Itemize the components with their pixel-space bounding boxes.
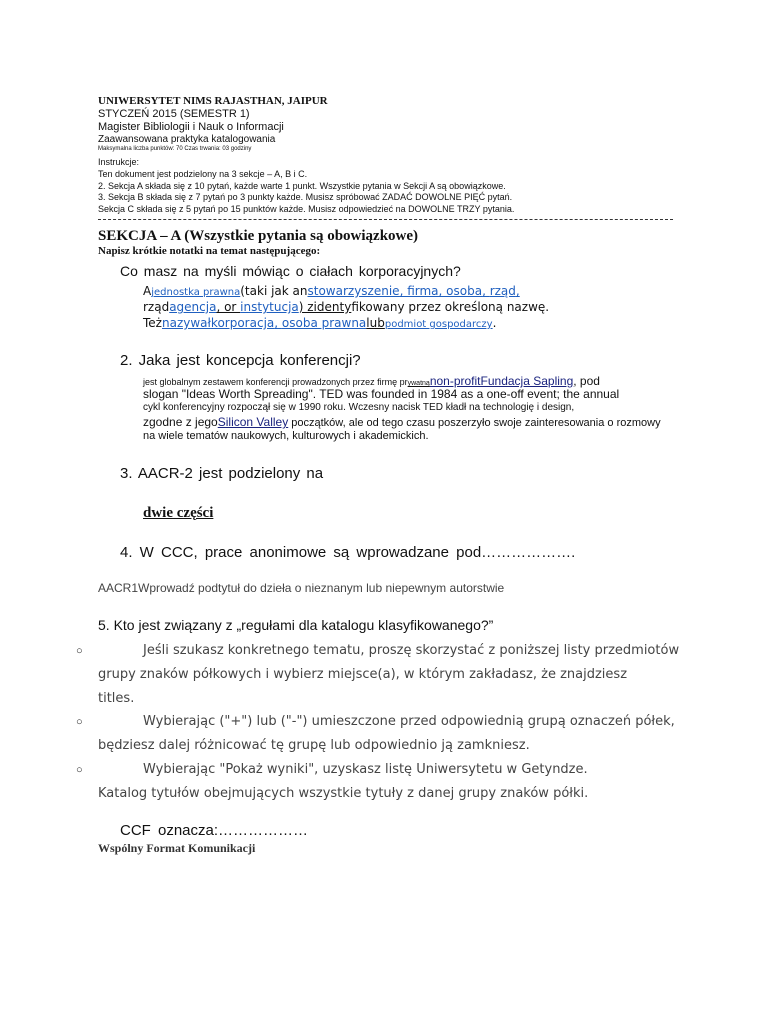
instruction-line: 3. Sekcja B składa się z 7 pytań po 3 punkty każde. Musisz spróbować ZADAĆ DOWOLNE PIĘĆ pytań. bbox=[98, 192, 513, 202]
answer-2-line-4 bbox=[143, 415, 661, 429]
link-business-entity[interactable]: podmiot gospodarczy bbox=[384, 319, 493, 330]
answer-1-line-3 bbox=[143, 316, 496, 330]
question-4: 4. W CCC, prace anonimowe są wprowadzane pod………………. bbox=[120, 544, 576, 561]
bullet-1-line-2: grupy znaków półkowych i wybierz miejsce(a), w którym zakładasz, że znajdziesz bbox=[98, 667, 628, 682]
answer-text: ywatną bbox=[407, 380, 430, 387]
bullet-icon: ○ bbox=[76, 645, 83, 657]
link-agency[interactable]: agencja bbox=[169, 300, 217, 314]
answer-text: . bbox=[492, 316, 497, 330]
link-legal-entity[interactable]: jednostka prawna bbox=[151, 287, 241, 298]
answer-text: fikowany przez określoną nazwę. bbox=[351, 300, 550, 314]
question-5: 5. Kto jest związany z „regułami dla katalogu klasyfikowanego?” bbox=[98, 617, 494, 633]
answer-text: , or bbox=[216, 300, 241, 314]
answer-text: , bbox=[515, 284, 520, 298]
link-company[interactable]: , firma bbox=[399, 284, 439, 298]
bullet-3-line-2: Katalog tytułów obejmujących wszystkie tytuły z danej grupy znaków półki. bbox=[98, 786, 589, 801]
answer-2-line-2 bbox=[143, 387, 619, 401]
answer-text: slogan "Ideas Worth Spreading". bbox=[143, 387, 320, 401]
answer-text: rząd bbox=[143, 300, 170, 314]
degree-name: Magister Bibliologii i Nauk o Informacji bbox=[98, 121, 284, 133]
link-corporation[interactable]: korporacja bbox=[210, 316, 275, 330]
link-non-profit[interactable]: non-profit bbox=[429, 374, 481, 388]
bullet-1-line-1: Jeśli szukasz konkretnego tematu, proszę skorzystać z poniższej listy przedmiotów bbox=[143, 643, 680, 658]
answer-text: początków, ale od tego czasu poszerzyło swoje zainteresowania o rozmowy bbox=[288, 417, 661, 429]
question-2: 2. Jaka jest koncepcja konferencji? bbox=[120, 352, 361, 369]
answer-2-line-3: cykl konferencyjny rozpoczął się w 1990 roku. Wczesny nacisk TED kładł na technologię i design, bbox=[143, 402, 575, 413]
link-institution[interactable]: instytucja bbox=[240, 300, 299, 314]
answer-text: lub bbox=[366, 316, 385, 330]
answer-text: A bbox=[143, 284, 152, 298]
link-association[interactable]: stowarzyszenie bbox=[307, 284, 400, 298]
answer-4: AACR1Wprowadź podtytuł do dzieła o nieznanym lub niepewnym autorstwie bbox=[98, 581, 505, 595]
link-silicon-valley[interactable]: Silicon Valley bbox=[217, 415, 289, 429]
answer-text: , bbox=[482, 284, 490, 298]
section-subtitle: Napisz krótkie notatki na temat następującego: bbox=[98, 245, 321, 257]
section-title: SEKCJA – A (Wszystkie pytania są obowiązkowe) bbox=[98, 228, 419, 244]
question-1: Co masz na myśli mówiąc o ciałach korporacyjnych? bbox=[120, 263, 461, 279]
answer-1-line-1 bbox=[143, 284, 568, 298]
answer-text: Też bbox=[143, 316, 162, 330]
bullet-3-line-1: Wybierając "Pokaż wyniki", uzyskasz listę Uniwersytetu w Getyndze. bbox=[143, 762, 588, 777]
dashed-divider bbox=[98, 219, 673, 220]
answer-text: ) zidenty bbox=[298, 300, 352, 314]
answer-text: jest globalnym zestawem konferencji prowadzonych przez firmę pr bbox=[143, 377, 408, 387]
answer-text: (taki jak an bbox=[240, 284, 308, 298]
answer-2-line-5: na wiele tematów naukowych, kulturowych i akademickich. bbox=[143, 430, 429, 442]
link-legal-person[interactable]: osoba prawna bbox=[281, 316, 367, 330]
answer-1-line-2 bbox=[143, 300, 549, 314]
answer-6: Wspólny Format Komunikacji bbox=[98, 841, 256, 855]
bullet-1-line-3: titles. bbox=[98, 691, 135, 706]
answer-text: , pod bbox=[573, 374, 600, 388]
bullet-2-line-2: będziesz dalej różnicować tę grupę lub odpowiednio ją zamkniesz. bbox=[98, 738, 530, 753]
bullet-icon: ○ bbox=[76, 764, 83, 776]
answer-text: , bbox=[274, 316, 282, 330]
link-government[interactable]: rząd bbox=[489, 284, 516, 298]
answer-2-line-1 bbox=[143, 374, 600, 388]
question-6: CCF oznacza:……………… bbox=[120, 822, 309, 839]
course-name: Zaawansowana praktyka katalogowania bbox=[98, 134, 276, 145]
link-called[interactable]: nazywał bbox=[161, 316, 211, 330]
answer-text: zgodne z jego bbox=[143, 415, 218, 429]
question-3: 3. AACR-2 jest podzielony na bbox=[120, 465, 324, 482]
instruction-line: 2. Sekcja A składa się z 10 pytań, każde warte 1 punkt. Wszystkie pytania w Sekcji A są obowiązkowe. bbox=[98, 181, 506, 191]
bullet-icon: ○ bbox=[76, 716, 83, 728]
bullet-2-line-1: Wybierając ("+") lub ("-") umieszczone przed odpowiednią grupą oznaczeń półek, bbox=[143, 714, 675, 729]
instructions-title: Instrukcje: bbox=[98, 157, 140, 167]
answer-3: dwie części bbox=[143, 505, 214, 521]
exam-limits: Maksymalna liczba punktów: 70 Czas trwania: 03 godziny bbox=[98, 146, 252, 152]
link-person[interactable]: , osoba bbox=[438, 284, 483, 298]
link-sapling-foundation[interactable]: Fundacja Sapling bbox=[480, 374, 574, 388]
answer-text: TED was founded in 1984 as a one-off event; the annual bbox=[319, 387, 620, 401]
university-name: UNIWERSYTET NIMS RAJASTHAN, JAIPUR bbox=[98, 95, 328, 107]
instruction-line: Ten dokument jest podzielony na 3 sekcje – A, B i C. bbox=[98, 169, 308, 179]
instruction-line: Sekcja C składa się z 5 pytań po 15 punktów każde. Musisz odpowiedzieć na DOWOLNE TRZY pytania. bbox=[98, 204, 515, 214]
exam-term: STYCZEŃ 2015 (SEMESTR 1) bbox=[98, 108, 250, 120]
